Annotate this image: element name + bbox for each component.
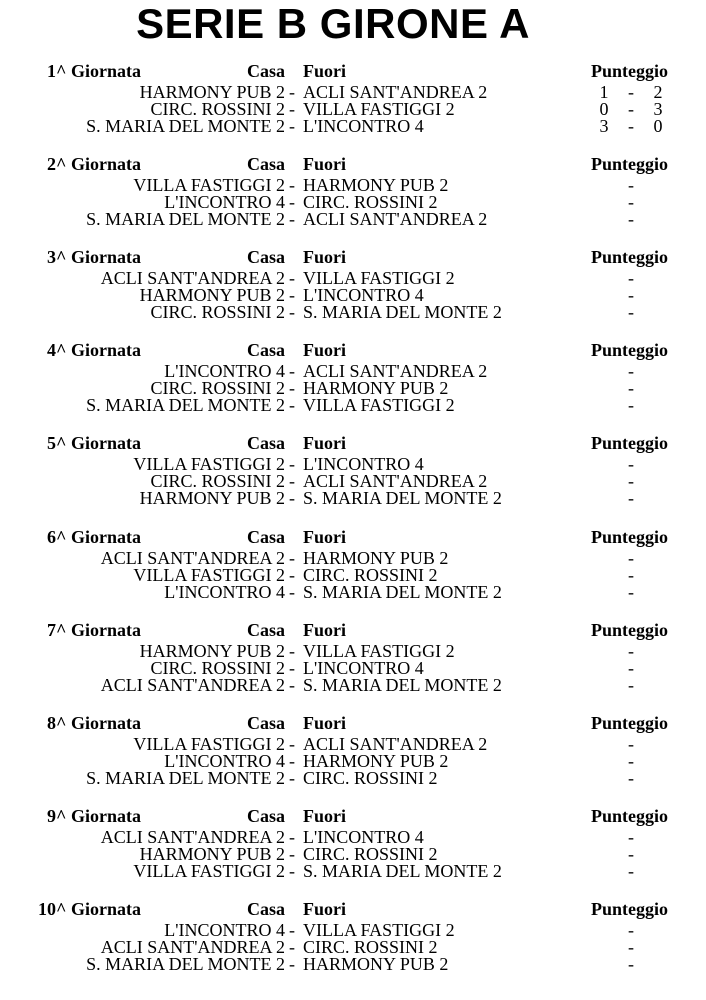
round-block [0,61,706,151]
away-score [652,363,664,380]
home-score [598,846,610,863]
match-separator: - [289,82,295,102]
match-separator: - [289,395,295,416]
away-team: CIRC. ROSSINI 2 [303,843,438,864]
match-separator: - [289,750,295,771]
away-team: ACLI SANT'ANDREA 2 [303,361,488,382]
round-name: 5^ Giornata [47,433,141,454]
match-separator: - [289,860,295,881]
away-team: S. MARIA DEL MONTE 2 [303,860,502,881]
score-separator: - [628,581,634,602]
away-score: 0 [653,116,663,136]
away-team: HARMONY PUB 2 [303,750,449,771]
away-team: VILLA FASTIGGI 2 [303,99,455,119]
round-name: 2^ Giornata [47,154,141,175]
away-team: L'INCONTRO 4 [303,657,424,678]
header-away: Fuori [303,526,346,547]
home-score [598,380,610,397]
home-team: S. MARIA DEL MONTE 2 [86,767,285,788]
match-separator: - [289,302,295,323]
match-separator: - [289,471,295,492]
match-separator: - [289,192,295,213]
away-team: ACLI SANT'ANDREA 2 [303,82,488,102]
score-separator: - [628,192,634,213]
header-away: Fuori [303,712,346,733]
away-score [652,829,664,846]
header-score: Punteggio [591,526,669,547]
home-score [598,270,610,287]
header-home: Casa [246,247,285,268]
score-separator: - [628,116,634,136]
home-team: ACLI SANT'ANDREA 2 [100,826,285,847]
home-team: ACLI SANT'ANDREA 2 [100,674,285,695]
match-separator: - [289,378,295,399]
home-score [598,939,610,956]
round-block [0,340,706,430]
header-home: Casa [246,619,285,640]
header-home: Casa [246,805,285,826]
match-separator: - [289,953,295,974]
home-score: 3 [599,116,609,136]
home-score [598,287,610,304]
round-name: 6^ Giornata [47,526,141,547]
score-separator: - [628,767,634,788]
away-score [652,660,664,677]
match-separator: - [289,361,295,382]
away-score: 2 [653,82,663,102]
away-score [652,643,664,660]
page-title: SERIE B GIRONE A [136,0,530,47]
home-score [598,490,610,507]
away-team: S. MARIA DEL MONTE 2 [303,302,502,323]
score-separator: - [628,640,634,661]
away-team: VILLA FASTIGGI 2 [303,640,455,661]
header-home: Casa [246,898,285,919]
home-score: 1 [599,82,609,102]
away-score [652,567,664,584]
home-team: L'INCONTRO 4 [164,750,285,771]
score-separator: - [628,843,634,864]
score-separator: - [628,674,634,695]
score-separator: - [628,733,634,754]
home-team: HARMONY PUB 2 [139,640,285,661]
header-score: Punteggio [591,247,669,268]
match-separator: - [289,547,295,568]
away-score [652,753,664,770]
away-team: HARMONY PUB 2 [303,953,449,974]
away-team: L'INCONTRO 4 [303,285,424,306]
round-block [0,527,706,617]
match-separator: - [289,826,295,847]
match-separator: - [289,116,295,136]
header-home: Casa [246,61,285,81]
home-team: L'INCONTRO 4 [164,361,285,382]
score-separator: - [628,285,634,306]
round-name: 1^ Giornata [47,61,141,81]
away-score [652,550,664,567]
score-separator: - [628,564,634,585]
home-team: VILLA FASTIGGI 2 [133,860,285,881]
home-team: VILLA FASTIGGI 2 [133,175,285,196]
away-score [652,211,664,228]
match-separator: - [289,209,295,230]
score-separator: - [628,175,634,196]
round-block [0,433,706,523]
home-team: S. MARIA DEL MONTE 2 [86,953,285,974]
header-away: Fuori [303,898,346,919]
home-score [598,956,610,973]
away-score [652,456,664,473]
round-block [0,713,706,803]
home-team: CIRC. ROSSINI 2 [150,471,285,492]
match-separator: - [289,99,295,119]
home-team: S. MARIA DEL MONTE 2 [86,209,285,230]
round-block [0,806,706,896]
home-team: VILLA FASTIGGI 2 [133,733,285,754]
header-score: Punteggio [591,805,669,826]
home-score [598,753,610,770]
match-separator: - [289,285,295,306]
home-team: VILLA FASTIGGI 2 [133,454,285,475]
header-away: Fuori [303,61,346,81]
home-score [598,550,610,567]
home-team: ACLI SANT'ANDREA 2 [100,547,285,568]
match-separator: - [289,919,295,940]
away-team: HARMONY PUB 2 [303,378,449,399]
round-name: 7^ Giornata [47,619,141,640]
score-separator: - [628,302,634,323]
match-separator: - [289,936,295,957]
score-separator: - [628,268,634,289]
home-team: HARMONY PUB 2 [139,285,285,306]
away-team: VILLA FASTIGGI 2 [303,395,455,416]
home-score [598,567,610,584]
away-score [652,922,664,939]
match-separator: - [289,564,295,585]
away-score [652,939,664,956]
away-team: S. MARIA DEL MONTE 2 [303,488,502,509]
score-separator: - [628,471,634,492]
round-block [0,247,706,337]
header-away: Fuori [303,340,346,361]
away-team: HARMONY PUB 2 [303,175,449,196]
home-team: ACLI SANT'ANDREA 2 [100,268,285,289]
away-team: L'INCONTRO 4 [303,116,424,136]
home-score [598,829,610,846]
home-score [598,677,610,694]
home-score [598,863,610,880]
header-score: Punteggio [591,712,669,733]
away-team: VILLA FASTIGGI 2 [303,268,455,289]
header-score: Punteggio [591,898,669,919]
away-team: CIRC. ROSSINI 2 [303,936,438,957]
home-team: VILLA FASTIGGI 2 [133,564,285,585]
round-name: 9^ Giornata [47,805,141,826]
home-score [598,922,610,939]
match-separator: - [289,581,295,602]
round-block [0,154,706,244]
home-team: CIRC. ROSSINI 2 [150,657,285,678]
home-team: HARMONY PUB 2 [139,488,285,509]
round-name: 4^ Giornata [47,340,141,361]
match-separator: - [289,657,295,678]
score-separator: - [628,488,634,509]
match-separator: - [289,454,295,475]
score-separator: - [628,547,634,568]
home-team: HARMONY PUB 2 [139,82,285,102]
score-separator: - [628,82,634,102]
home-team: ACLI SANT'ANDREA 2 [100,936,285,957]
score-separator: - [628,826,634,847]
home-score [598,736,610,753]
away-team: CIRC. ROSSINI 2 [303,192,438,213]
away-team: L'INCONTRO 4 [303,826,424,847]
home-team: CIRC. ROSSINI 2 [150,302,285,323]
score-separator: - [628,657,634,678]
away-score [652,397,664,414]
home-team: L'INCONTRO 4 [164,192,285,213]
home-team: CIRC. ROSSINI 2 [150,99,285,119]
home-score [598,177,610,194]
score-separator: - [628,454,634,475]
away-team: L'INCONTRO 4 [303,454,424,475]
away-team: S. MARIA DEL MONTE 2 [303,674,502,695]
home-team: S. MARIA DEL MONTE 2 [86,116,285,136]
header-home: Casa [246,154,285,175]
home-score [598,660,610,677]
home-score [598,584,610,601]
round-name: 8^ Giornata [47,712,141,733]
away-score [652,380,664,397]
header-score: Punteggio [591,619,669,640]
score-separator: - [628,395,634,416]
home-score [598,363,610,380]
away-score [652,736,664,753]
away-score [652,304,664,321]
away-score [652,177,664,194]
away-team: S. MARIA DEL MONTE 2 [303,581,502,602]
match-separator: - [289,640,295,661]
score-separator: - [628,860,634,881]
header-home: Casa [246,433,285,454]
home-score [598,304,610,321]
header-score: Punteggio [591,154,669,175]
match-separator: - [289,733,295,754]
header-away: Fuori [303,154,346,175]
header-score: Punteggio [591,340,669,361]
round-block [0,620,706,710]
header-home: Casa [246,712,285,733]
score-separator: - [628,953,634,974]
round-name: 3^ Giornata [47,247,141,268]
away-score: 3 [653,99,663,119]
header-away: Fuori [303,619,346,640]
score-separator: - [628,361,634,382]
score-separator: - [628,378,634,399]
home-score [598,456,610,473]
away-team: ACLI SANT'ANDREA 2 [303,733,488,754]
header-home: Casa [246,526,285,547]
home-score [598,194,610,211]
home-score [598,211,610,228]
header-away: Fuori [303,805,346,826]
away-team: CIRC. ROSSINI 2 [303,564,438,585]
match-separator: - [289,488,295,509]
away-score [652,473,664,490]
score-separator: - [628,209,634,230]
away-team: HARMONY PUB 2 [303,547,449,568]
home-team: L'INCONTRO 4 [164,581,285,602]
away-score [652,846,664,863]
away-score [652,287,664,304]
away-team: ACLI SANT'ANDREA 2 [303,209,488,230]
home-score [598,643,610,660]
away-team: VILLA FASTIGGI 2 [303,919,455,940]
away-team: ACLI SANT'ANDREA 2 [303,471,488,492]
header-away: Fuori [303,433,346,454]
score-separator: - [628,99,634,119]
score-separator: - [628,936,634,957]
away-score [652,194,664,211]
header-home: Casa [246,340,285,361]
away-score [652,863,664,880]
away-score [652,956,664,973]
home-score [598,770,610,787]
round-block [0,899,706,989]
score-separator: - [628,919,634,940]
match-separator: - [289,674,295,695]
home-score [598,397,610,414]
header-score: Punteggio [591,433,669,454]
match-separator: - [289,175,295,196]
home-team: HARMONY PUB 2 [139,843,285,864]
home-score: 0 [599,99,609,119]
match-separator: - [289,767,295,788]
away-score [652,270,664,287]
match-separator: - [289,843,295,864]
home-team: CIRC. ROSSINI 2 [150,378,285,399]
home-team: S. MARIA DEL MONTE 2 [86,395,285,416]
away-team: CIRC. ROSSINI 2 [303,767,438,788]
home-team: L'INCONTRO 4 [164,919,285,940]
away-score [652,490,664,507]
away-score [652,584,664,601]
away-score [652,677,664,694]
header-away: Fuori [303,247,346,268]
header-score: Punteggio [591,61,669,81]
away-score [652,770,664,787]
home-score [598,473,610,490]
match-separator: - [289,268,295,289]
score-separator: - [628,750,634,771]
round-name: 10^ Giornata [38,898,141,919]
